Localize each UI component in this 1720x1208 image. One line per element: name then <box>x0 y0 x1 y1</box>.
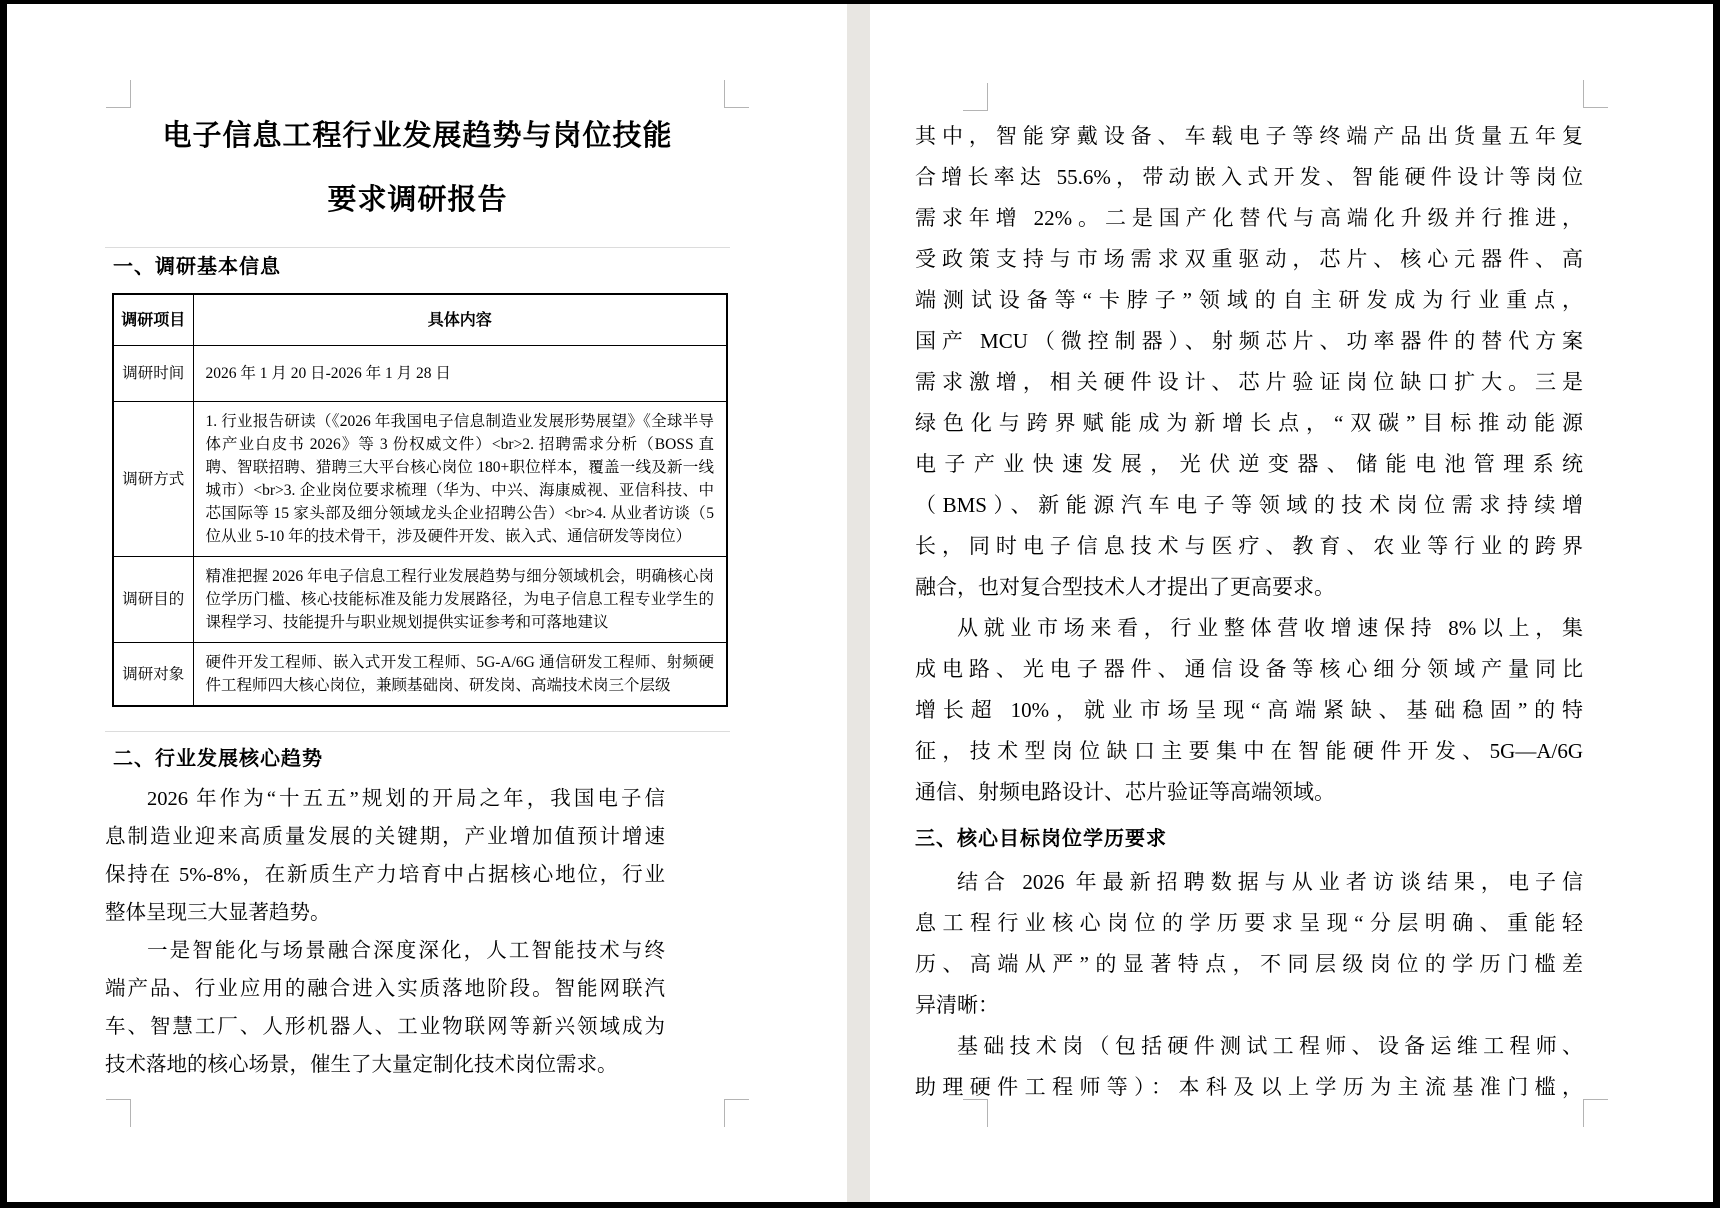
text-line: 合增长率达 55.6%，带动嵌入式开发、智能硬件设计等岗位 <box>915 165 1583 189</box>
text-line: 征，技术型岗位缺口主要集中在智能硬件开发、5G—A/6G <box>915 739 1583 763</box>
table-header-row <box>113 294 727 346</box>
page1-body-text <box>105 780 665 1084</box>
text-line: 2026 年作为“十五五”规划的开局之年，我国电子信 <box>147 788 665 810</box>
text-line: 需求年增 22%。二是国产化替代与高端化升级并行推进， <box>915 206 1583 230</box>
document-title <box>105 104 730 232</box>
document-title-line: 要求调研报告 <box>327 184 508 216</box>
text-line: 端测试设备等“卡脖子”领域的自主研发成为行业重点， <box>915 288 1583 312</box>
text-line: 一是智能化与场景融合深度深化，人工智能技术与终 <box>147 940 665 962</box>
text-line: 结合 2026 年最新招聘数据与从业者访谈结果，电子信 <box>957 870 1583 894</box>
crop-mark-top-right <box>1583 80 1608 108</box>
text-line: 受政策支持与市场需求双重驱动，芯片、核心元器件、高 <box>915 247 1583 271</box>
page-gap <box>847 4 870 1202</box>
row-content: 硬件开发工程师、嵌入式开发工程师、5G-A/6G 通信研发工程师、射频硬件工程师四大核心岗位，兼顾基础岗、研发岗、高端技术岗三个层级 <box>193 643 727 707</box>
section-1-heading: 一、调研基本信息 <box>113 256 281 278</box>
text-line: 长，同时电子信息技术与医疗、教育、农业等行业的跨界 <box>915 534 1583 558</box>
survey-info-table <box>112 293 728 707</box>
row-content: 精准把握 2026 年电子信息工程行业发展趋势与细分领域机会，明确核心岗位学历门槛、核心技能标准及能力发展路径，为电子信息工程专业学生的课程学习、技能提升与职业规划提供实证参考和可落地建议 <box>193 557 727 643</box>
text-line: 通信、射频电路设计、芯片验证等高端领域。 <box>915 780 1335 804</box>
text-line: 历、高端从严”的显著特点，不同层级岗位的学历门槛差 <box>915 952 1583 976</box>
crop-mark-bottom-right <box>1583 1099 1608 1127</box>
text-line: 基础技术岗（包括硬件测试工程师、设备运维工程师、 <box>957 1034 1583 1058</box>
text-line: 其中，智能穿戴设备、车载电子等终端产品出货量五年复 <box>915 124 1583 148</box>
section-rule <box>105 247 730 248</box>
text-line: 整体呈现三大显著趋势。 <box>105 902 331 924</box>
row-content: 2026 年 1 月 20 日-2026 年 1 月 28 日 <box>193 346 727 402</box>
text-line: 保持在 5%-8%，在新质生产力培育中占据核心地位，行业 <box>105 864 665 886</box>
row-label: 调研时间 <box>113 346 193 402</box>
text-line: 成电路、光电子器件、通信设备等核心细分领域产量同比 <box>915 657 1583 681</box>
page2-body-text-bottom <box>915 862 1583 1108</box>
text-line: 增长超 10%，就业市场呈现“高端紧缺、基础稳固”的特 <box>915 698 1583 722</box>
text-line: 息工程行业核心岗位的学历要求呈现“分层明确、重能轻 <box>915 911 1583 935</box>
crop-mark-bottom-left <box>106 1099 131 1127</box>
text-line: 异清晰： <box>915 993 999 1017</box>
text-line: （BMS）、新能源汽车电子等领域的技术岗位需求持续增 <box>915 493 1583 517</box>
text-line: 融合，也对复合型技术人才提出了更高要求。 <box>915 575 1335 599</box>
crop-mark-bottom-right <box>724 1099 749 1127</box>
text-line: 国产 MCU（微控制器）、射频芯片、功率器件的替代方案 <box>915 329 1583 353</box>
page2-body-text-top <box>915 116 1583 813</box>
page-1 <box>7 4 847 1202</box>
table-row <box>113 557 727 643</box>
table-header-label: 调研项目 <box>113 294 193 346</box>
table-row <box>113 346 727 402</box>
table-row <box>113 402 727 557</box>
text-line: 从就业市场来看，行业整体营收增速保持 8%以上，集 <box>957 616 1583 640</box>
row-content: 1. 行业报告研读（《2026 年我国电子信息制造业发展形势展望》《全球半导体产业白皮书 2026》等 3 份权威文件）<br>2. 招聘需求分析（BOSS 直聘、智联招聘、猎聘三大平台核心岗位 180+职位样本，覆盖一线及新一线城市）<br>3. 企业岗位要求梳理（华为、中兴、海康威视、亚信科技、中芯国际等 15 家头部及细分领域龙头企业招聘公告）<br>4. 从业者访谈（5 位从业 5-10 年的技术骨干，涉及硬件开发、嵌入式、通信研发等岗位） <box>193 402 727 557</box>
document-title-line: 电子信息工程行业发展趋势与岗位技能 <box>162 120 673 152</box>
text-line: 需求激增，相关硬件设计、芯片验证岗位缺口扩大。三是 <box>915 370 1583 394</box>
text-line: 技术落地的核心场景，催生了大量定制化技术岗位需求。 <box>105 1054 618 1076</box>
row-label: 调研目的 <box>113 557 193 643</box>
crop-mark-top-left <box>963 83 988 111</box>
section-2-heading: 二、行业发展核心趋势 <box>113 748 323 770</box>
text-line: 车、智慧工厂、人形机器人、工业物联网等新兴领域成为 <box>105 1016 665 1038</box>
row-label: 调研方式 <box>113 402 193 557</box>
table-header-content: 具体内容 <box>193 294 727 346</box>
section-rule <box>105 731 730 732</box>
text-line: 电子产业快速发展，光伏逆变器、储能电池管理系统 <box>915 452 1583 476</box>
text-line: 助理硬件工程师等）：本科及以上学历为主流基准门槛， <box>915 1075 1583 1099</box>
table-row <box>113 643 727 707</box>
section-3-heading: 三、核心目标岗位学历要求 <box>915 828 1167 850</box>
text-line: 息制造业迎来高质量发展的关键期，产业增加值预计增速 <box>105 826 665 848</box>
text-line: 端产品、行业应用的融合进入实质落地阶段。智能网联汽 <box>105 978 665 1000</box>
row-label: 调研对象 <box>113 643 193 707</box>
text-line: 绿色化与跨界赋能成为新增长点，“双碳”目标推动能源 <box>915 411 1583 435</box>
page-2 <box>870 4 1713 1202</box>
